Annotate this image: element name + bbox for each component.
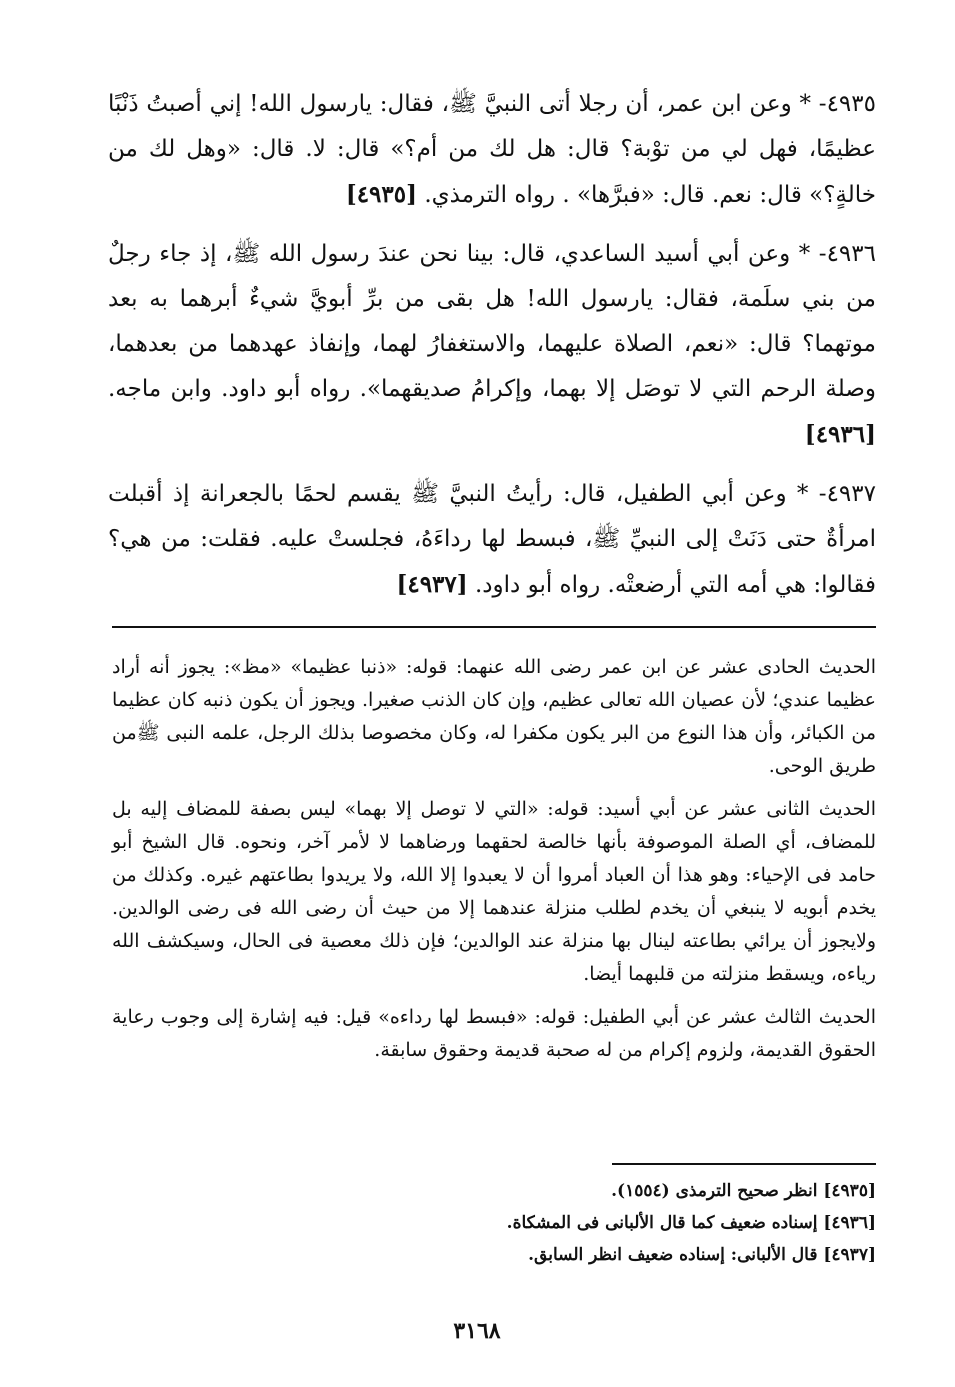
hadith-4935 — [108, 82, 876, 218]
page-number: ٣١٦٨ — [453, 1318, 501, 1344]
hadith-4936 — [108, 232, 876, 458]
commentary-paragraph: الحديث الثالث عشر عن أبي الطفيل: قوله: «فبسط لها رداءه» قيل: فيه إشارة إلى وجوب رعاية الحقوق القديمة، ولزوم إكرام من له صحبة قديمة وحقوق سابقة. — [112, 1006, 876, 1061]
commentary-paragraph: الحديث الثانى عشر عن أبي أسيد: قوله: «التي لا توصل إلا بهما» ليس بصفة للمضاف إليه بل للمضاف، أي الصلة الموصوفة بأنها خالصة لحقهما ورضاهما لا لأمر آخر، ونحوه. قال الشيخ أبو حامد فى الإحياء: وهو هذا أن العباد أمروا أن لا يعبدوا إلا الله، ولا يريدوا بطاعتهم غيره. وكذلك من يخدم أبويه لا ينبغي أن يخدم لطلب منزلة عندهما إلا من حيث أن رضى الله فى رضى الوالدين. ولايجوز أن يرائي بطاعته لينال بها منزلة عند الوالدين؛ فإن ذلك معصية فى الحال، وسيكشف الله رياءه، ويسقط منزلته من قلبهما أيضا. — [112, 798, 876, 985]
hadith-reference: [٤٩٣٥] — [345, 181, 418, 208]
footnotes-section — [380, 1175, 876, 1271]
commentary-section — [112, 651, 876, 1077]
footnote-divider — [612, 1163, 876, 1165]
hadith-reference: [٤٩٣٧] — [396, 571, 468, 598]
hadith-text: ٤٩٣٦- * وعن أبي أسيد الساعدي، قال: بينا نحن عندَ رسول الله ﷺ، إذ جاء رجلٌ من بني سلَمة، فقال: يارسول الله! هل بقى من برِّ أبويَّ شيءٌ أبرهما به بعد موتهما؟ قال: «نعم، الصلاة عليهما، والاستغفارُ لهما، وإنفاذ عهدهما من بعدهما، وصلة الرحم التي لا توصَل إلا بهما، وإكرامُ صديقهما». رواه أبو داود. وابن ماجه. — [108, 241, 876, 402]
commentary-paragraph: الحديث الحادى عشر عن ابن عمر رضى الله عنهما: قوله: «ذنبا عظيما» «مظ»: يجوز أنه أراد عظيما عندي؛ لأن عصيان الله تعالى عظيم، وإن كان الذنب صغيرا. ويجوز أن يكون ذنبه كان عظيما من الكبائر، وأن هذا النوع من البر يكون مكفرا له، وكان مخصوصا بذلك الرجل، علمه النبى ﷺمن طريق الوحى. — [112, 656, 876, 777]
hadith-reference: [٤٩٣٦] — [804, 421, 876, 448]
footnote: [٤٩٣٧] قال الألبانى: إسناده ضعيف انظر السابق. — [528, 1245, 876, 1265]
hadith-text: ٤٩٣٥- * وعن ابن عمر، أن رجلا أتى النبيَّ ﷺ، فقال: يارسول الله! إني أصبتُ ذَنْبًا عظيمًا، فهل لي من توْبة؟ قال: هل لك من أم؟» قال: لا. قال: «وهل لك من خالةٍ؟» قال: نعم. قال: «فبرَّها» . رواه الترمذي. — [108, 91, 876, 208]
hadith-text: ٤٩٣٧- * وعن أبي الطفيل، قال: رأيتُ النبيَّ ﷺ يقسم لحمًا بالجعرانة إذ أقبلت امرأةٌ حتى دَنَتْ إلى النبيِّ ﷺ، فبسط لها رداءَهُ، فجلستْ عليه. فقلت: من هي؟ فقالوا: هي أمه التي أرضعتْه. رواه أبو داود. — [108, 481, 876, 598]
hadith-4937 — [108, 472, 876, 608]
commentary-divider — [112, 626, 876, 628]
footnote: [٤٩٣٥] انظر صحيح الترمذى (١٥٥٤). — [611, 1181, 876, 1201]
footnote: [٤٩٣٦] إسناده ضعيف كما قال الألبانى فى المشكاة. — [506, 1213, 876, 1233]
hadith-section — [108, 82, 876, 622]
